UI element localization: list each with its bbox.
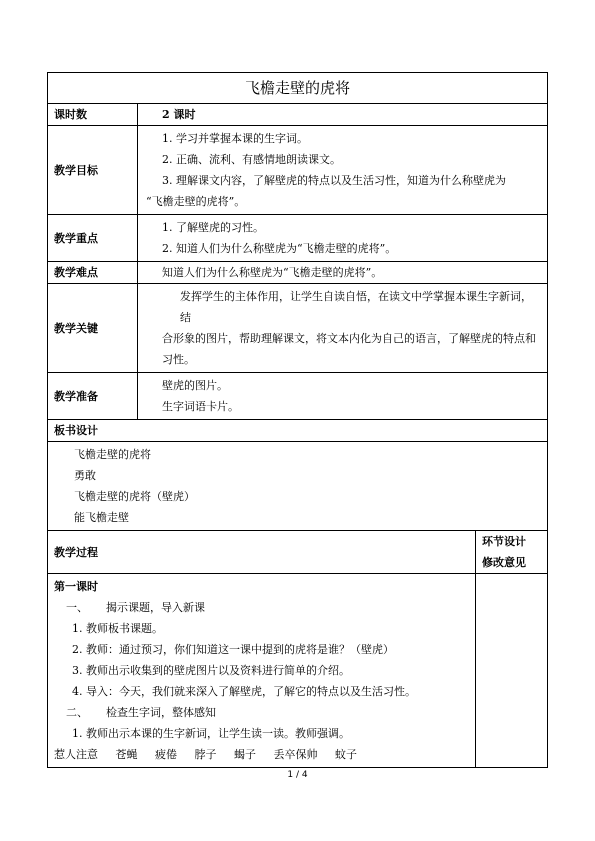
vocab-word: 蝎子 [234, 748, 256, 761]
preparation-item: 生字词语卡片。 [162, 400, 239, 413]
step-item: 3. 教师出示收集到的壁虎图片以及资料进行简单的介绍。 [72, 664, 350, 677]
board-line: 飞檐走壁的虎将 [74, 448, 151, 461]
goals-row [48, 126, 548, 215]
preparation-label: 教学准备 [48, 373, 138, 420]
title-row [48, 73, 548, 104]
process-content-row [48, 574, 548, 768]
board-label-row [48, 420, 548, 442]
key-method-line: 发挥学生的主体作用，让学生自读自悟，在读文中学掌握本课生字新词，结 [180, 290, 532, 324]
goals-content [138, 126, 548, 215]
preparation-row [48, 373, 548, 420]
step-item: 1. 教师出示本课的生字新词，让学生读一读。教师强调。 [72, 727, 350, 740]
vocab-word: 蚊子 [335, 748, 357, 761]
side-label-revision: 修改意见 [482, 556, 526, 569]
difficulty-row [48, 262, 548, 284]
goals-label: 教学目标 [48, 126, 138, 215]
section-number: 二、 [66, 706, 88, 719]
revision-notes-cell [476, 574, 548, 768]
hours-value: 2 课时 [138, 104, 548, 126]
preparation-content [138, 373, 548, 420]
board-content [48, 442, 548, 531]
difficulty-content: 知道人们为什么称壁虎为“飞檐走壁的虎将”。 [138, 262, 548, 284]
section-title: 揭示课题，导入新课 [106, 601, 205, 614]
hours-label: 课时数 [48, 104, 138, 126]
board-label: 板书设计 [48, 420, 548, 442]
goal-item: “飞檐走壁的虎将”。 [146, 195, 246, 208]
key-method-line: 习性。 [162, 353, 195, 366]
goal-item: 3. 理解课文内容，了解壁虎的特点以及生活习性，知道为什么称壁虎为 [162, 174, 506, 187]
section-number: 一、 [66, 601, 88, 614]
board-line: 能飞檐走壁 [74, 511, 129, 524]
vocab-word: 惹人注意 [54, 748, 98, 761]
key-point-item: 1. 了解壁虎的习性。 [162, 221, 264, 234]
difficulty-label: 教学难点 [48, 262, 138, 284]
key-point-item: 2. 知道人们为什么称壁虎为“飞檐走壁的虎将”。 [162, 242, 397, 255]
board-line: 勇敢 [74, 469, 96, 482]
lesson-plan-table [47, 72, 548, 768]
vocab-word: 疲倦 [155, 748, 177, 761]
vocab-word: 脖子 [194, 748, 217, 761]
goal-item: 2. 正确、流利、有感情地朗读课文。 [162, 153, 341, 166]
hours-row [48, 104, 548, 126]
key-method-label: 教学关键 [48, 284, 138, 373]
section-heading [54, 597, 469, 618]
board-content-row [48, 442, 548, 531]
step-item: 4. 导入：今天，我们就来深入了解壁虎，了解它的特点以及生活习性。 [72, 685, 416, 698]
goal-item: 1. 学习并掌握本课的生字词。 [162, 132, 308, 145]
process-header-row [48, 531, 548, 574]
key-points-content [138, 215, 548, 262]
section-heading [54, 702, 469, 723]
lesson-title: 飞檐走壁的虎将 [48, 73, 548, 104]
section-title: 检查生字词，整体感知 [106, 706, 216, 719]
vocab-word: 苍蝇 [115, 748, 138, 761]
page-number: 1 / 4 [287, 770, 308, 780]
process-content [48, 574, 476, 768]
key-method-content [138, 284, 548, 373]
key-points-label: 教学重点 [48, 215, 138, 262]
vocab-word: 丢卒保帅 [273, 748, 318, 761]
process-side-header [476, 531, 548, 574]
key-method-line: 合形象的图片，帮助理解课文，将文本内化为自己的语言，了解壁虎的特点和 [162, 332, 536, 345]
board-line: 飞檐走壁的虎将（壁虎） [74, 490, 195, 503]
step-item: 1. 教师板书课题。 [72, 622, 163, 635]
period-heading: 第一课时 [54, 580, 98, 593]
vocab-list [54, 744, 469, 765]
key-method-row [48, 284, 548, 373]
side-label-design: 环节设计 [482, 535, 526, 548]
preparation-item: 壁虎的图片。 [162, 379, 228, 392]
key-points-row [48, 215, 548, 262]
step-item: 2. 教师：通过预习，你们知道这一课中提到的虎将是谁？（壁虎） [72, 643, 394, 656]
process-label: 教学过程 [48, 531, 476, 574]
